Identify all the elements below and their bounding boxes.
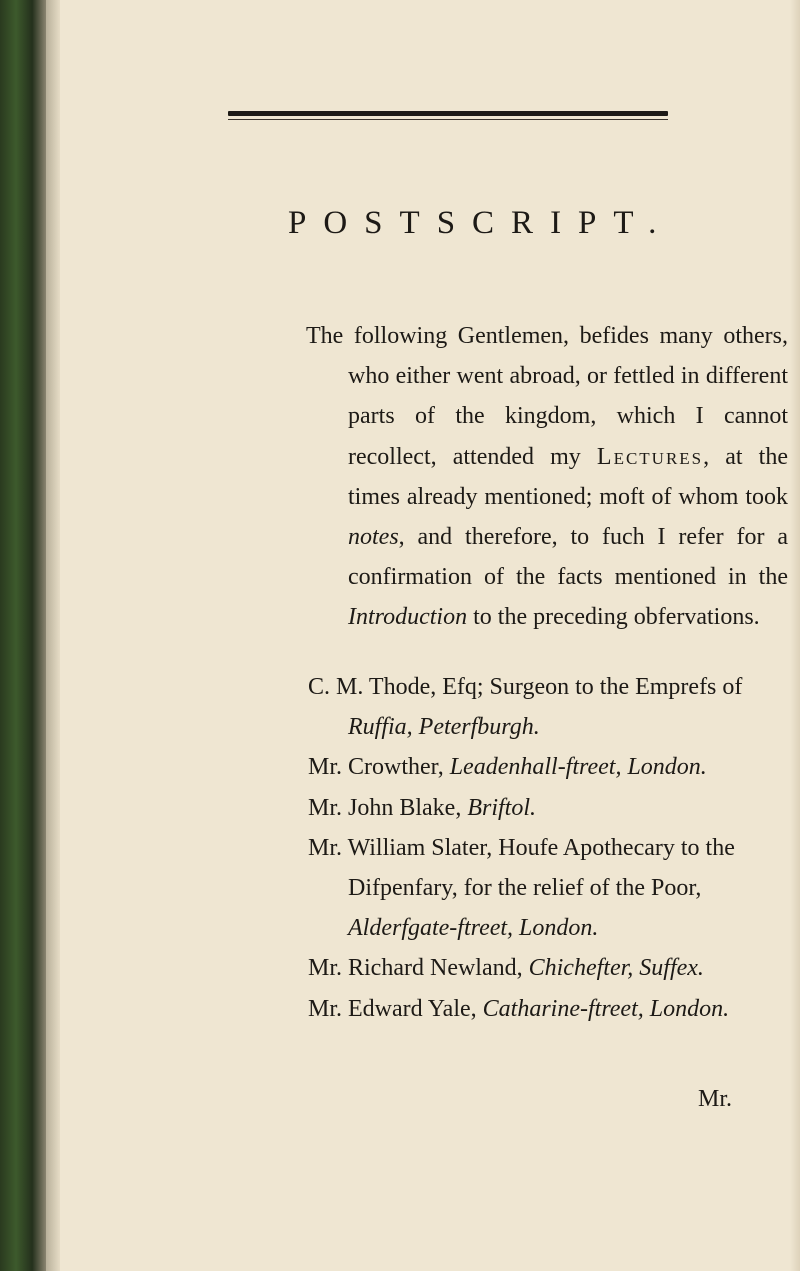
para-lectures: Lectures <box>596 443 704 470</box>
para-text-2: , at the times already mentioned; moft of whom took <box>348 443 788 510</box>
entry-place: Catharine-ftreet, London. <box>482 995 730 1022</box>
entry-place: Alderfgate-ftreet, London. <box>348 915 599 942</box>
entry-place: Ruffia, Peterfburgh. <box>348 714 540 741</box>
entry-place: Leadenhall-ftreet, London. <box>449 754 707 781</box>
entry-place: Briftol. <box>467 794 536 821</box>
list-entry <box>308 747 788 787</box>
entry-place: Chichefter, Suffex. <box>528 955 704 982</box>
list-entry <box>308 989 788 1029</box>
catchword: Mr. <box>698 1086 733 1112</box>
entry-name: Mr. Richard Newland, <box>308 955 529 982</box>
entry-name: Mr. Crowther, <box>308 754 450 781</box>
page-heading: POSTSCRIPT. <box>288 205 674 241</box>
intro-paragraph <box>306 316 788 638</box>
para-introduction: Introduction <box>348 604 468 631</box>
page-inner-edge <box>46 0 60 1271</box>
para-text-3: , and therefore, to fuch I refer for a confirmation of the facts mentioned in the <box>348 524 788 591</box>
page-outer-edge <box>790 0 800 1271</box>
list-entry <box>308 788 788 828</box>
para-notes: notes <box>348 524 399 551</box>
list-entry <box>308 667 788 747</box>
head-rule-thin <box>228 119 668 120</box>
entry-name: Mr. John Blake, <box>308 794 468 821</box>
entry-name: C. M. Thode, Efq; Surgeon to the Emprefs of <box>308 674 743 700</box>
gentlemen-list <box>308 667 788 1029</box>
list-entry <box>308 948 788 988</box>
list-entry <box>308 828 788 949</box>
para-text-1: The following Gentlemen, befides many others, who either went abroad, or fettled in different parts of the kingdom, which I cannot recollect, attended my <box>306 323 788 470</box>
entry-name: Mr. William Slater, Houfe Apothecary to the Difpenfary, for the relief of the Poor, <box>308 834 735 902</box>
head-rule-thick <box>228 111 668 116</box>
book-page <box>60 0 790 1271</box>
para-text-4: to the preceding obfervations. <box>467 604 760 631</box>
binding-gutter <box>0 0 46 1271</box>
entry-name: Mr. Edward Yale, <box>308 995 483 1022</box>
